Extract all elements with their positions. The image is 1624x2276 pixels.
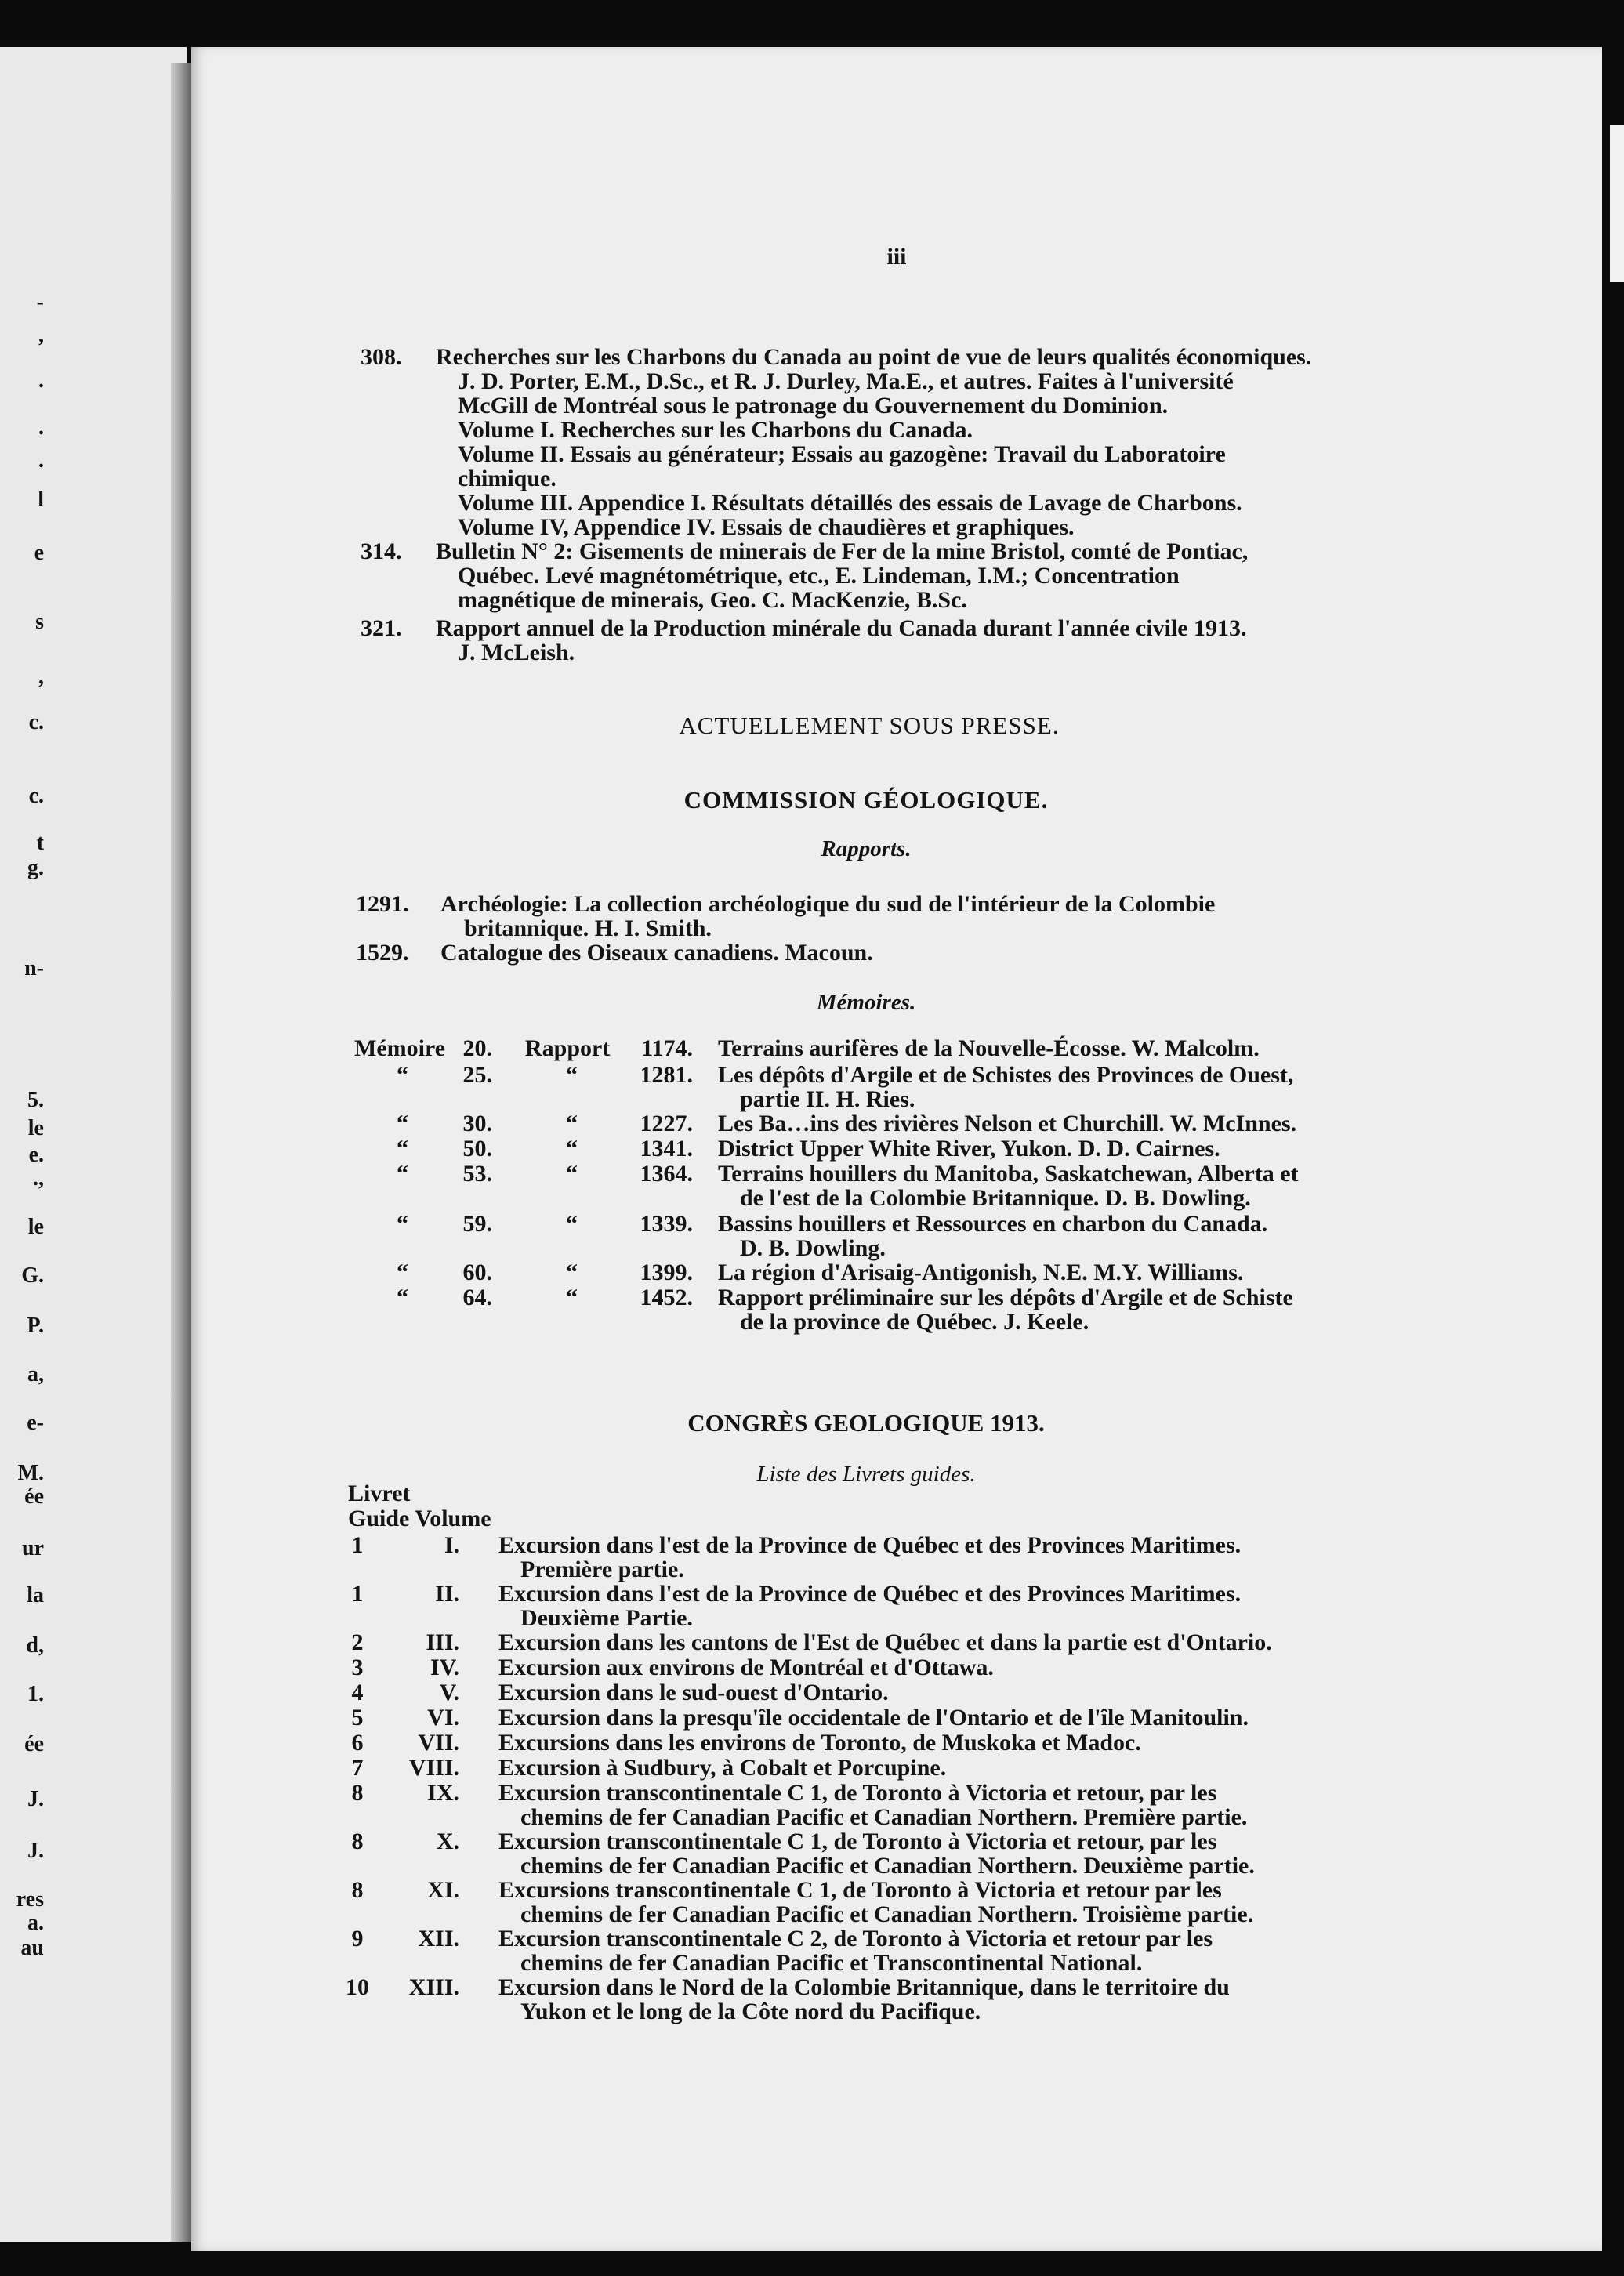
entry-line: McGill de Montréal sous le patronage du Gouvernement du Dominion. xyxy=(458,393,1169,419)
memoire-number: 60. xyxy=(462,1259,492,1285)
report-line: britannique. H. I. Smith. xyxy=(464,915,712,941)
facing-page-fragment-text: - xyxy=(36,290,44,314)
facing-page-fragment-text: . xyxy=(38,415,44,440)
livret-title-line: Excursion aux environs de Montréal et d'Ottawa. xyxy=(498,1654,994,1680)
guide-number: 7 xyxy=(351,1755,364,1781)
guide-number: 8 xyxy=(351,1780,364,1806)
livret-title-line: Excursion dans la presqu'île occidentale de l'Ontario et de l'île Manitoulin. xyxy=(498,1705,1249,1731)
facing-page-fragment-text: ., xyxy=(33,1166,44,1191)
facing-page-fragment-text: G. xyxy=(21,1263,44,1288)
volume-number: IX. xyxy=(427,1780,459,1806)
volume-number: VIII. xyxy=(408,1755,459,1781)
subheading-rapports: Rapports. xyxy=(821,836,912,861)
facing-page-fragment-text: e- xyxy=(27,1411,44,1435)
guide-number: 5 xyxy=(351,1705,364,1731)
entry-line: Volume II. Essais au générateur; Essais au gazogène: Travail du Laboratoire xyxy=(458,441,1226,467)
report-line: Catalogue des Oiseaux canadiens. Macoun. xyxy=(440,940,873,966)
memoire-title-line: Rapport préliminaire sur les dépôts d'Argile et de Schiste xyxy=(718,1285,1293,1310)
facing-page-fragment-text: au xyxy=(20,1936,44,1960)
entry-line: magnétique de minerais, Geo. C. MacKenzie, B.Sc. xyxy=(458,587,967,613)
report-number: 1291. xyxy=(356,891,409,917)
column-header-guide-volume: Guide Volume xyxy=(348,1506,491,1531)
facing-page-fragment-text: d, xyxy=(26,1633,44,1658)
livret-title-line: Excursion transcontinentale C 1, de Toronto à Victoria et retour, par les xyxy=(498,1780,1217,1806)
memoire-title-line: de l'est de la Colombie Britannique. D. B. Dowling. xyxy=(740,1185,1251,1211)
guide-number: 1 xyxy=(351,1532,364,1558)
report-number: 1529. xyxy=(356,940,409,966)
volume-number: X. xyxy=(436,1828,459,1854)
guide-number: 10 xyxy=(346,1974,369,2000)
facing-page-fragment-text: a. xyxy=(27,1911,44,1935)
guide-number: 8 xyxy=(351,1877,364,1903)
rapport-number: 1452. xyxy=(640,1285,693,1310)
rapport-label: “ xyxy=(566,1211,578,1237)
volume-number: IV. xyxy=(430,1654,459,1680)
memoire-number: 30. xyxy=(462,1111,492,1136)
facing-page-fragment-text: n- xyxy=(24,956,44,980)
facing-page-fragment-text: l xyxy=(38,487,44,512)
facing-page-fragment-text: la xyxy=(27,1583,44,1607)
entry-line: Volume III. Appendice I. Résultats détaillés des essais de Lavage de Charbons. xyxy=(458,490,1242,516)
memoire-label: “ xyxy=(397,1136,408,1162)
rapport-number: 1399. xyxy=(640,1259,693,1285)
section-heading-congres: CONGRÈS GEOLOGIQUE 1913. xyxy=(687,1409,1045,1437)
memoire-label: “ xyxy=(397,1111,408,1136)
facing-page-fragment-text: e. xyxy=(28,1143,44,1167)
volume-number: II. xyxy=(435,1581,459,1607)
facing-page-fragment-text: P. xyxy=(27,1314,44,1338)
rapport-number: 1174. xyxy=(641,1035,693,1061)
guide-number: 1 xyxy=(351,1581,364,1607)
memoire-title-line: District Upper White River, Yukon. D. D. Cairnes. xyxy=(718,1136,1220,1162)
facing-page-fragment-text: ur xyxy=(22,1536,44,1560)
subheading-memoires: Mémoires. xyxy=(816,990,916,1015)
memoire-number: 25. xyxy=(462,1062,492,1088)
rapport-label: “ xyxy=(566,1285,578,1310)
guide-number: 2 xyxy=(351,1629,364,1655)
facing-page-fragment-text: c. xyxy=(28,710,44,734)
volume-number: XIII. xyxy=(408,1974,459,2000)
guide-number: 3 xyxy=(351,1654,364,1680)
facing-page-fragment-text: t xyxy=(36,831,44,855)
memoire-title-line: Terrains houillers du Manitoba, Saskatchewan, Alberta et xyxy=(718,1161,1299,1187)
facing-page-fragment xyxy=(0,47,187,2242)
facing-page-fragment-text: g. xyxy=(27,856,44,880)
entry-line: Volume I. Recherches sur les Charbons du Canada. xyxy=(458,417,973,443)
livret-title-line: Yukon et le long de la Côte nord du Pacifique. xyxy=(520,1999,981,2024)
memoire-title-line: La région d'Arisaig-Antigonish, N.E. M.Y. Williams. xyxy=(718,1259,1244,1285)
entry-line: Rapport annuel de la Production minérale du Canada durant l'année civile 1913. xyxy=(436,615,1247,641)
volume-number: I. xyxy=(444,1532,459,1558)
facing-page-fragment-text: le xyxy=(27,1116,44,1140)
livret-title-line: chemins de fer Canadian Pacific et Canadian Northern. Troisième partie. xyxy=(520,1901,1254,1927)
section-heading-in-press: ACTUELLEMENT SOUS PRESSE. xyxy=(679,712,1060,739)
facing-page-fragment-text: 5. xyxy=(27,1088,44,1112)
memoire-title-line: Bassins houillers et Ressources en charbon du Canada. xyxy=(718,1211,1268,1237)
page-number: iii xyxy=(886,244,907,270)
facing-page-fragment-text: e xyxy=(34,541,44,565)
subheading-livrets: Liste des Livrets guides. xyxy=(756,1462,976,1487)
rapport-number: 1227. xyxy=(640,1111,693,1136)
facing-page-fragment-text: le xyxy=(27,1215,44,1239)
entry-line: Recherches sur les Charbons du Canada au point de vue de leurs qualités économiques. xyxy=(436,344,1312,370)
facing-page-fragment-text: J. xyxy=(27,1787,44,1811)
memoire-title-line: Terrains aurifères de la Nouvelle-Écosse. W. Malcolm. xyxy=(718,1035,1260,1061)
livret-title-line: Excursion dans le sud-ouest d'Ontario. xyxy=(498,1680,889,1705)
facing-page-fragment-text: 1. xyxy=(27,1682,44,1706)
livret-title-line: Excursions transcontinentale C 1, de Toronto à Victoria et retour par les xyxy=(498,1877,1222,1903)
livret-title-line: Excursion à Sudbury, à Cobalt et Porcupine. xyxy=(498,1755,947,1781)
entry-line: J. D. Porter, E.M., D.Sc., et R. J. Durley, Ma.E., et autres. Faites à l'université xyxy=(458,368,1234,394)
livret-title-line: Excursion dans les cantons de l'Est de Québec et dans la partie est d'Ontario. xyxy=(498,1629,1272,1655)
livret-title-line: Excursion dans le Nord de la Colombie Britannique, dans le territoire du xyxy=(498,1974,1230,2000)
livret-title-line: Excursion transcontinentale C 1, de Toronto à Victoria et retour, par les xyxy=(498,1828,1217,1854)
facing-page-fragment-text: , xyxy=(38,323,44,347)
rapport-number: 1364. xyxy=(640,1161,693,1187)
facing-page-fragment-text: J. xyxy=(27,1839,44,1863)
livret-title-line: Excursion dans l'est de la Province de Québec et des Provinces Maritimes. xyxy=(498,1532,1242,1558)
rapport-label: “ xyxy=(566,1259,578,1285)
page-content xyxy=(191,47,1602,2251)
memoire-label: “ xyxy=(397,1211,408,1237)
volume-number: VII. xyxy=(418,1730,459,1756)
entry-number: 308. xyxy=(361,344,402,370)
report-line: Archéologie: La collection archéologique du sud de l'intérieur de la Colombie xyxy=(440,891,1216,917)
volume-number: VI. xyxy=(427,1705,459,1731)
section-heading-commission: COMMISSION GÉOLOGIQUE. xyxy=(683,786,1049,814)
rapport-label: Rapport xyxy=(525,1035,611,1061)
livret-title-line: Excursions dans les environs de Toronto, de Muskoka et Madoc. xyxy=(498,1730,1141,1756)
volume-number: XI. xyxy=(427,1877,459,1903)
memoire-number: 20. xyxy=(462,1035,492,1061)
facing-page-fragment-text: . xyxy=(38,368,44,393)
memoire-title-line: de la province de Québec. J. Keele. xyxy=(740,1309,1089,1335)
memoire-label: “ xyxy=(397,1259,408,1285)
livret-title-line: Excursion transcontinentale C 2, de Toronto à Victoria et retour par les xyxy=(498,1926,1213,1952)
rapport-number: 1341. xyxy=(640,1136,693,1162)
memoire-number: 59. xyxy=(462,1211,492,1237)
facing-page-fragment-text: c. xyxy=(28,784,44,808)
livret-title-line: Première partie. xyxy=(520,1557,684,1582)
guide-number: 6 xyxy=(351,1730,364,1756)
facing-page-fragment-text: , xyxy=(38,665,44,689)
rapport-number: 1339. xyxy=(640,1211,693,1237)
entry-number: 321. xyxy=(361,615,402,641)
memoire-number: 64. xyxy=(462,1285,492,1310)
facing-page-fragment-text: ée xyxy=(24,1732,44,1756)
volume-number: III. xyxy=(426,1629,459,1655)
document-page xyxy=(191,47,1602,2251)
column-header-livret: Livret xyxy=(348,1480,411,1506)
memoire-title-line: partie II. H. Ries. xyxy=(740,1086,915,1112)
livret-title-line: chemins de fer Canadian Pacific et Transcontinental National. xyxy=(520,1950,1143,1976)
entry-number: 314. xyxy=(361,538,402,564)
livret-title-line: chemins de fer Canadian Pacific et Canadian Northern. Première partie. xyxy=(520,1804,1248,1830)
facing-page-fragment-text: a, xyxy=(27,1362,44,1386)
adjacent-page-edge xyxy=(1610,125,1624,282)
facing-page-fragment-text: s xyxy=(35,610,44,634)
entry-line: Québec. Levé magnétométrique, etc., E. Lindeman, I.M.; Concentration xyxy=(458,563,1180,589)
entry-line: J. McLeish. xyxy=(458,640,575,665)
memoire-number: 53. xyxy=(462,1161,492,1187)
rapport-label: “ xyxy=(566,1136,578,1162)
facing-page-fragment-text: ée xyxy=(24,1484,44,1509)
rapport-label: “ xyxy=(566,1161,578,1187)
memoire-label: “ xyxy=(397,1161,408,1187)
rapport-label: “ xyxy=(566,1111,578,1136)
rapport-number: 1281. xyxy=(640,1062,693,1088)
facing-page-margin-text xyxy=(0,47,55,2242)
volume-number: XII. xyxy=(418,1926,459,1952)
memoire-label: Mémoire xyxy=(354,1035,446,1061)
livret-title-line: chemins de fer Canadian Pacific et Canadian Northern. Deuxième partie. xyxy=(520,1853,1255,1879)
memoire-title-line: D. B. Dowling. xyxy=(740,1235,886,1261)
memoire-label: “ xyxy=(397,1062,408,1088)
volume-number: V. xyxy=(439,1680,459,1705)
facing-page-fragment-text: res xyxy=(16,1887,44,1912)
facing-page-fragment-text: M. xyxy=(17,1461,44,1485)
memoire-title-line: Les Ba…ins des rivières Nelson et Churchill. W. McInnes. xyxy=(718,1111,1297,1136)
memoire-number: 50. xyxy=(462,1136,492,1162)
memoire-label: “ xyxy=(397,1285,408,1310)
livret-title-line: Excursion dans l'est de la Province de Québec et des Provinces Maritimes. xyxy=(498,1581,1242,1607)
facing-page-fragment-text: . xyxy=(38,448,44,473)
entry-line: chimique. xyxy=(458,466,556,491)
rapport-label: “ xyxy=(566,1062,578,1088)
guide-number: 8 xyxy=(351,1828,364,1854)
memoire-title-line: Les dépôts d'Argile et de Schistes des Provinces de Ouest, xyxy=(718,1062,1294,1088)
livret-title-line: Deuxième Partie. xyxy=(520,1605,693,1631)
entry-line: Volume IV, Appendice IV. Essais de chaudières et graphiques. xyxy=(458,514,1075,540)
guide-number: 9 xyxy=(351,1926,364,1952)
guide-number: 4 xyxy=(351,1680,364,1705)
entry-line: Bulletin N° 2: Gisements de minerais de Fer de la mine Bristol, comté de Pontiac, xyxy=(436,538,1249,564)
